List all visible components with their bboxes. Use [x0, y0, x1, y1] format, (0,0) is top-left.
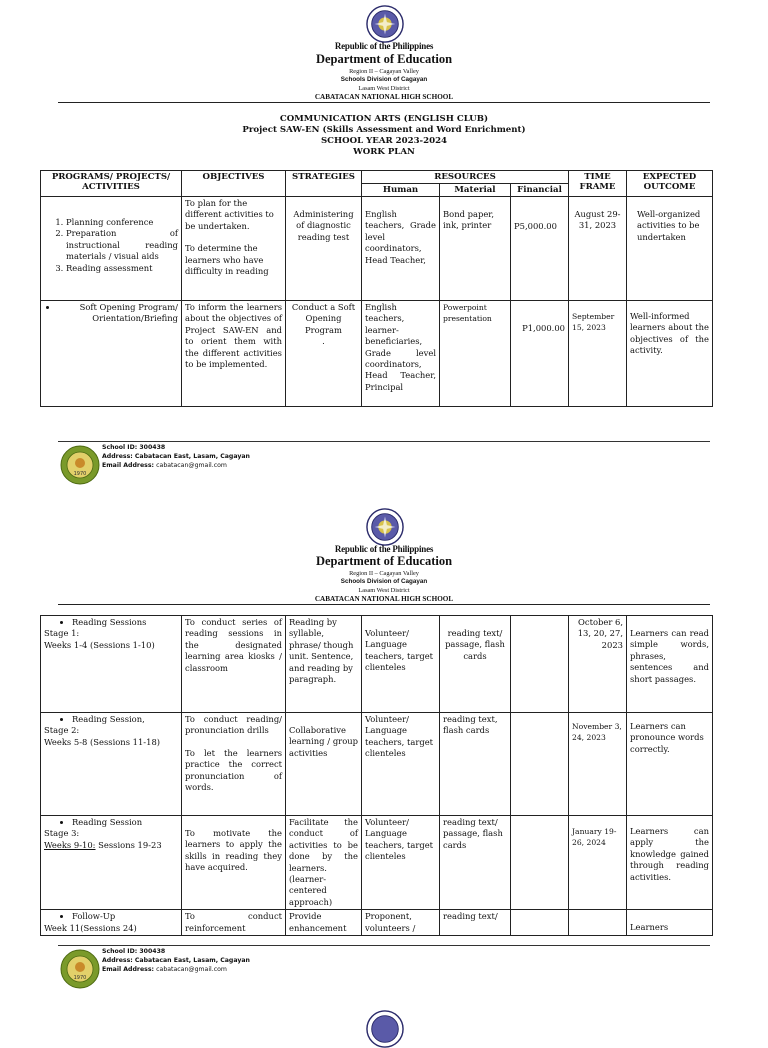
col-expected-outcome: EXPECTED OUTCOME	[627, 171, 713, 197]
table-row	[41, 616, 713, 713]
table-row	[41, 910, 713, 936]
activities-cell	[41, 910, 182, 936]
department-name: Department of Education	[315, 52, 453, 66]
material-cell: Powerpoint presentation	[440, 301, 511, 407]
email-line	[102, 461, 250, 470]
col-material: Material	[440, 184, 511, 197]
material-cell: reading text/	[440, 910, 511, 936]
strategies-cell: Provide enhancement	[286, 910, 362, 936]
republic-text: Republic of the Philippines	[334, 41, 434, 51]
activities-cell	[41, 616, 182, 713]
region-text: Region II – Cagayan Valley	[349, 570, 419, 577]
email-label: Email Address:	[102, 462, 154, 469]
strategies-cell: Facilitate the conduct of activities to be done by the learners. (learner-centered approach)	[286, 816, 362, 910]
strategies-cell: Reading by syllable, phrase/ though unit. Sentence, and reading by paragraph.	[286, 616, 362, 713]
header-divider	[58, 102, 710, 103]
district-text: Lasam West District	[358, 587, 410, 594]
title-line-4: WORK PLAN	[353, 147, 415, 157]
strategies-cell: Collaborative learning / group activities	[286, 713, 362, 816]
col-resources: RESOURCES	[362, 171, 569, 184]
table-row	[41, 713, 713, 816]
footer-divider	[58, 441, 710, 442]
strategy-dot: .	[322, 336, 325, 347]
deped-seal-icon	[366, 1010, 404, 1048]
col-programs: PROGRAMS/ PROJECTS/ ACTIVITIES	[41, 171, 182, 197]
activities-cell	[41, 197, 182, 301]
page-footer	[58, 945, 710, 981]
list-item: • Follow-Up	[72, 911, 178, 922]
department-name: Department of Education	[315, 554, 453, 568]
financial-cell: P1,000.00	[511, 301, 569, 407]
division-text: Schools Division of Cagayan	[340, 578, 428, 585]
material-cell: Bond paper, ink, printer	[440, 197, 511, 301]
list-item: 3. Reading assessment	[66, 263, 178, 274]
stage-text: Stage 3:	[44, 828, 80, 839]
strategies-cell: Administering of diagnostic reading test	[286, 197, 362, 301]
svg-text:1970: 1970	[73, 975, 87, 981]
email-link[interactable]: cabatacan@gmail.com	[156, 462, 227, 469]
material-cell: reading text/ passage, flash cards	[440, 616, 511, 713]
page-footer	[58, 441, 710, 477]
school-logo-icon	[60, 949, 100, 989]
outcome-cell: Learners can pronounce words correctly.	[627, 713, 713, 816]
region-text: Region II – Cagayan Valley	[349, 68, 419, 75]
col-human: Human	[362, 184, 440, 197]
title-line-2: Project SAW-EN (Skills Assessment and Word Enrichment)	[242, 125, 526, 135]
table-row	[41, 301, 713, 407]
financial-cell: P5,000.00	[511, 197, 569, 301]
objective-text: To plan for the different activities to be undertaken.	[185, 198, 274, 231]
weeks-text: Weeks 1-4 (Sessions 1-10)	[44, 639, 155, 650]
outcome-cell: Learners can apply the knowledge gained through reading activities.	[627, 816, 713, 910]
human-cell: Volunteer/ Language teachers, target clienteles	[362, 616, 440, 713]
outcome-cell: Well-organized activities to be undertaken	[627, 197, 713, 301]
school-logo-icon	[60, 445, 100, 485]
school-id-text: School ID: 300438	[102, 444, 166, 451]
table-row	[41, 197, 713, 301]
col-objectives: OBJECTIVES	[182, 171, 286, 197]
footer-info	[102, 947, 250, 974]
financial-cell	[511, 713, 569, 816]
list-item: 2. Preparation of instructional reading materials / visual aids	[66, 228, 178, 262]
activities-cell	[41, 301, 182, 407]
work-plan-table-continued	[40, 615, 713, 936]
address-text: Address: Cabatacan East, Lasam, Cagayan	[102, 957, 250, 964]
outcome-cell: Learners can read simple words, phrases, sentences and short passages.	[627, 616, 713, 713]
republic-text: Republic of the Philippines	[334, 544, 434, 554]
human-cell: Proponent, volunteers /	[362, 910, 440, 936]
footer-info	[102, 443, 250, 470]
work-plan-title	[0, 114, 768, 158]
time-frame-cell: January 19-26, 2024	[569, 816, 627, 910]
time-frame-cell: August 29-31, 2023	[569, 197, 627, 301]
table-row	[41, 816, 713, 910]
human-cell: Volunteer/ Language teachers, target clienteles	[362, 713, 440, 816]
objectives-cell: To inform the learners about the objectives of Project SAW-EN and to orient them with the different activities to be implemented.	[182, 301, 286, 407]
weeks-text	[44, 840, 178, 851]
human-cell: English teachers, Grade level coordinators, Head Teacher,	[362, 197, 440, 301]
division-text: Schools Division of Cagayan	[340, 76, 428, 83]
strategy-text: Conduct a Soft Opening Program	[291, 302, 356, 335]
objectives-cell: To motivate the learners to apply the skills in reading they have acquired.	[182, 816, 286, 910]
deped-seal-icon	[366, 508, 404, 546]
col-time-frame: TIME FRAME	[569, 171, 627, 197]
objective-text: To determine the learners who have difficulty in reading	[185, 243, 269, 277]
work-plan-table	[40, 170, 713, 407]
financial-cell	[511, 616, 569, 713]
objectives-cell: To conduct series of reading sessions in the designated learning area kiosks / classroom	[182, 616, 286, 713]
school-id-text: School ID: 300438	[102, 948, 166, 955]
list-item: 1. Planning conference	[66, 217, 178, 228]
page-1	[0, 0, 768, 496]
strategies-cell	[286, 301, 362, 407]
outcome-cell: Well-informed learners about the objectives of the activity.	[627, 301, 713, 407]
address-text: Address: Cabatacan East, Lasam, Cagayan	[102, 453, 250, 460]
objectives-cell	[182, 197, 286, 301]
time-frame-cell: October 6, 13, 20, 27, 2023	[569, 616, 627, 713]
time-frame-cell: September 15, 2023	[569, 301, 627, 407]
financial-cell	[511, 816, 569, 910]
title-line-3: SCHOOL YEAR 2023-2024	[320, 136, 448, 146]
objectives-cell	[182, 713, 286, 816]
weeks-link[interactable]: Weeks 9-10:	[44, 839, 96, 850]
financial-cell	[511, 910, 569, 936]
objective-text: To conduct reading/ pronunciation drills	[185, 714, 282, 736]
email-link[interactable]: cabatacan@gmail.com	[156, 966, 227, 973]
list-item: • Reading Sessions	[72, 617, 178, 628]
deped-seal-icon	[366, 5, 404, 43]
time-frame-cell: November 3, 24, 2023	[569, 713, 627, 816]
human-cell: English teachers, learner-beneficiaries, Grade level coordinators, Head Teacher, Principal	[362, 301, 440, 407]
stage-text: Stage 1:	[44, 628, 80, 639]
header-divider	[58, 604, 710, 605]
sessions-text: Sessions 19-23	[95, 839, 162, 850]
school-name: CABATACAN NATIONAL HIGH SCHOOL	[314, 93, 454, 101]
time-frame-cell	[569, 910, 627, 936]
weeks-text: Week 11(Sessions 24)	[44, 922, 137, 933]
objective-text: To let the learners practice the correct pronunciation of words.	[185, 747, 282, 793]
stage-text: Stage 2:	[44, 725, 80, 736]
human-cell: Volunteer/ Language teachers, target clienteles	[362, 816, 440, 910]
list-item: • Reading Session	[72, 817, 178, 828]
email-line	[102, 965, 250, 974]
outcome-cell: Learners	[627, 910, 713, 936]
material-cell: reading text/ passage, flash cards	[440, 816, 511, 910]
school-name: CABATACAN NATIONAL HIGH SCHOOL	[314, 595, 454, 603]
weeks-text: Weeks 5-8 (Sessions 11-18)	[44, 736, 161, 747]
title-line-1: COMMUNICATION ARTS (ENGLISH CLUB)	[279, 114, 489, 124]
district-text: Lasam West District	[358, 85, 410, 92]
objectives-cell: To conduct reinforcement	[182, 910, 286, 936]
activities-cell	[41, 816, 182, 910]
material-cell: reading text, flash cards	[440, 713, 511, 816]
list-item: • Reading Session,	[72, 714, 178, 725]
activities-cell	[41, 713, 182, 816]
page-3	[0, 1000, 768, 1024]
email-label: Email Address:	[102, 966, 154, 973]
page-2	[0, 496, 768, 981]
list-item: • Soft Opening Program/ Orientation/Briefing	[58, 302, 178, 325]
col-strategies: STRATEGIES	[286, 171, 362, 197]
svg-text:1970: 1970	[73, 471, 87, 477]
col-financial: Financial	[511, 184, 569, 197]
footer-divider	[58, 945, 710, 946]
